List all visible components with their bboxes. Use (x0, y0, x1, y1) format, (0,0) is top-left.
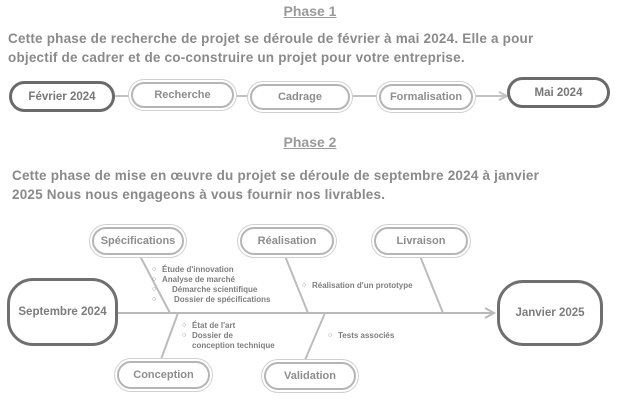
note-item: ○ Démarche scientifique (152, 285, 270, 295)
phase2-end: Janvier 2025 (497, 280, 603, 346)
branch-pill-validation: Validation (264, 362, 356, 390)
branch-pill-specifications: Spécifications (92, 227, 184, 255)
note-item: ○ Dossier de (182, 331, 275, 341)
notes-conception (182, 321, 275, 351)
note-item: ○ Tests associés (328, 331, 394, 341)
phase1-step-start: Février 2024 (9, 81, 115, 112)
branch-validation (305, 313, 325, 360)
phase1-step-formalisation: Formalisation (379, 84, 473, 110)
branch-pill-realisation: Réalisation (240, 227, 334, 255)
phase1-step-end: Mai 2024 (507, 77, 610, 108)
phase1-step-cadrage: Cadrage (250, 84, 350, 110)
note-item: ○ Étude d'innovation (152, 265, 270, 275)
phase2-description (12, 166, 539, 204)
phase2-title: Phase 2 (283, 134, 337, 150)
note-item: ○ État de l'art (182, 321, 275, 331)
note-item: ○ Réalisation d'un prototype (302, 281, 413, 291)
notes-realisation (302, 281, 413, 291)
phase1-description-line2: objectif de cadrer et de co-construire un projet pour votre entreprise. (8, 50, 465, 65)
branch-livraison (420, 256, 443, 313)
notes-validation (328, 331, 394, 341)
phase2-description-line1: Cette phase de mise en œuvre du projet se déroule de septembre 2024 à janvier (12, 168, 540, 183)
notes-specifications (152, 265, 270, 305)
phase2-start: Septembre 2024 (7, 278, 118, 346)
phase1-title: Phase 1 (283, 3, 337, 19)
branch-conception (160, 313, 178, 362)
phase1-description-line1: Cette phase de recherche de projet se déroule de février à mai 2024. Elle a pour (8, 31, 534, 46)
note-item: conception technique (192, 341, 275, 350)
note-item: ○ Analyse de marché (152, 275, 270, 285)
branch-pill-livraison: Livraison (374, 227, 468, 255)
note-item: ○ Dossier de spécifications (152, 295, 270, 305)
phase2-description-line2: 2025 Nous nous engageons à vous fournir nos livrables. (12, 187, 386, 202)
branch-pill-conception: Conception (117, 361, 210, 389)
phase1-step-recherche: Recherche (131, 82, 234, 108)
